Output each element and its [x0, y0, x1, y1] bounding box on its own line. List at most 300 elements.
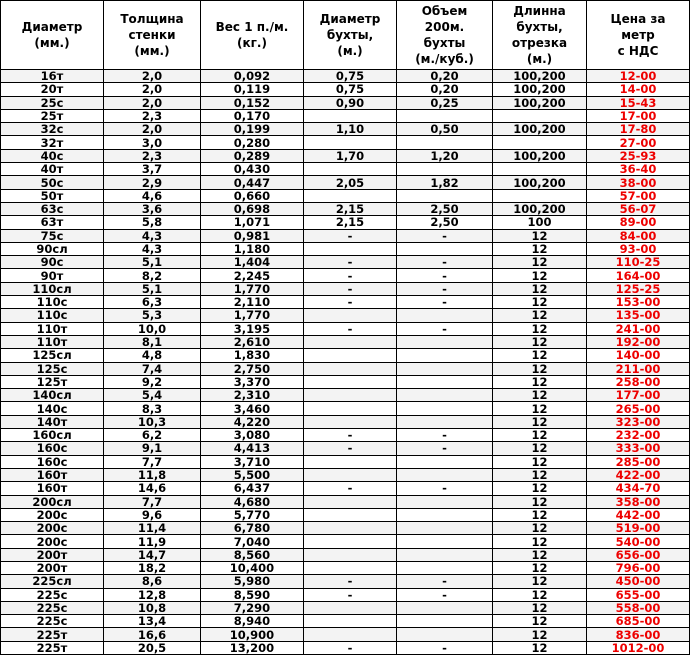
table-row	[1, 375, 690, 388]
cell-length	[493, 109, 587, 122]
cell-coil-volume: 1,82	[397, 176, 493, 189]
cell-coil-volume	[397, 362, 493, 375]
cell-coil-diameter: -	[304, 256, 397, 269]
cell-coil-diameter	[304, 309, 397, 322]
cell-coil-volume	[397, 548, 493, 561]
cell-coil-diameter	[304, 548, 397, 561]
cell-length: 12	[493, 628, 587, 641]
table-row	[1, 309, 690, 322]
table-row	[1, 535, 690, 548]
cell-length: 12	[493, 508, 587, 521]
cell-wall-thickness: 2,0	[104, 123, 201, 136]
cell-price: 358-00	[587, 495, 690, 508]
cell-length: 12	[493, 535, 587, 548]
cell-price: 15-43	[587, 96, 690, 109]
cell-diameter: 90сл	[1, 242, 104, 255]
cell-diameter: 50т	[1, 189, 104, 202]
cell-diameter: 225т	[1, 641, 104, 654]
cell-length: 12	[493, 575, 587, 588]
cell-coil-diameter: -	[304, 322, 397, 335]
cell-coil-volume: 0,20	[397, 83, 493, 96]
cell-length: 12	[493, 389, 587, 402]
cell-coil-diameter: -	[304, 429, 397, 442]
cell-diameter: 110т	[1, 335, 104, 348]
cell-weight: 0,199	[201, 123, 304, 136]
cell-coil-volume	[397, 349, 493, 362]
cell-wall-thickness: 5,8	[104, 216, 201, 229]
cell-coil-volume	[397, 242, 493, 255]
cell-coil-volume	[397, 415, 493, 428]
cell-price: 36-40	[587, 163, 690, 176]
cell-coil-volume: 2,50	[397, 202, 493, 215]
cell-weight: 0,698	[201, 202, 304, 215]
cell-length: 12	[493, 375, 587, 388]
cell-coil-diameter: -	[304, 269, 397, 282]
table-row	[1, 229, 690, 242]
cell-weight: 7,040	[201, 535, 304, 548]
cell-wall-thickness: 16,6	[104, 628, 201, 641]
table-row	[1, 70, 690, 83]
table-row	[1, 136, 690, 149]
cell-weight: 4,413	[201, 442, 304, 455]
table-row	[1, 389, 690, 402]
cell-price: 135-00	[587, 309, 690, 322]
cell-price: 140-00	[587, 349, 690, 362]
table-row	[1, 189, 690, 202]
cell-length: 12	[493, 615, 587, 628]
cell-weight: 0,152	[201, 96, 304, 109]
cell-diameter: 200т	[1, 561, 104, 574]
cell-diameter: 225т	[1, 628, 104, 641]
cell-coil-diameter	[304, 468, 397, 481]
header-diameter: Диаметр (мм.)	[1, 1, 104, 70]
table-row	[1, 402, 690, 415]
cell-weight: 0,660	[201, 189, 304, 202]
cell-wall-thickness: 13,4	[104, 615, 201, 628]
cell-length: 12	[493, 309, 587, 322]
cell-length: 12	[493, 242, 587, 255]
cell-price: 110-25	[587, 256, 690, 269]
cell-weight: 3,370	[201, 375, 304, 388]
cell-wall-thickness: 8,6	[104, 575, 201, 588]
cell-length: 12	[493, 548, 587, 561]
cell-coil-diameter: 0,90	[304, 96, 397, 109]
cell-weight: 2,245	[201, 269, 304, 282]
cell-diameter: 90с	[1, 256, 104, 269]
cell-wall-thickness: 7,7	[104, 455, 201, 468]
cell-weight: 0,447	[201, 176, 304, 189]
cell-wall-thickness: 7,4	[104, 362, 201, 375]
table-row	[1, 601, 690, 614]
cell-price: 442-00	[587, 508, 690, 521]
cell-wall-thickness: 6,2	[104, 429, 201, 442]
cell-price: 241-00	[587, 322, 690, 335]
cell-price: 323-00	[587, 415, 690, 428]
cell-diameter: 110сл	[1, 282, 104, 295]
table-row	[1, 202, 690, 215]
cell-coil-diameter: -	[304, 588, 397, 601]
cell-weight: 1,830	[201, 349, 304, 362]
cell-wall-thickness: 18,2	[104, 561, 201, 574]
cell-diameter: 200с	[1, 508, 104, 521]
cell-wall-thickness: 5,3	[104, 309, 201, 322]
cell-coil-diameter: 0,75	[304, 83, 397, 96]
cell-diameter: 200сл	[1, 495, 104, 508]
cell-wall-thickness: 4,8	[104, 349, 201, 362]
cell-coil-volume: -	[397, 269, 493, 282]
cell-coil-volume	[397, 628, 493, 641]
cell-wall-thickness: 10,8	[104, 601, 201, 614]
cell-wall-thickness: 7,7	[104, 495, 201, 508]
table-row	[1, 429, 690, 442]
cell-price: 177-00	[587, 389, 690, 402]
cell-weight: 0,092	[201, 70, 304, 83]
cell-diameter: 140т	[1, 415, 104, 428]
cell-length: 12	[493, 296, 587, 309]
cell-price: 655-00	[587, 588, 690, 601]
cell-diameter: 40т	[1, 163, 104, 176]
cell-coil-diameter	[304, 628, 397, 641]
table-body	[1, 70, 690, 655]
cell-length: 100,200	[493, 123, 587, 136]
cell-price: 558-00	[587, 601, 690, 614]
table-row	[1, 442, 690, 455]
cell-coil-diameter: 1,70	[304, 149, 397, 162]
cell-price: 14-00	[587, 83, 690, 96]
cell-diameter: 90т	[1, 269, 104, 282]
cell-length	[493, 163, 587, 176]
cell-coil-diameter	[304, 601, 397, 614]
cell-price: 540-00	[587, 535, 690, 548]
cell-weight: 0,981	[201, 229, 304, 242]
cell-length: 12	[493, 455, 587, 468]
table-row	[1, 641, 690, 654]
cell-length: 12	[493, 468, 587, 481]
cell-wall-thickness: 3,7	[104, 163, 201, 176]
cell-weight: 3,460	[201, 402, 304, 415]
cell-price: 93-00	[587, 242, 690, 255]
cell-wall-thickness: 12,8	[104, 588, 201, 601]
cell-wall-thickness: 20,5	[104, 641, 201, 654]
cell-diameter: 50с	[1, 176, 104, 189]
cell-coil-volume	[397, 389, 493, 402]
cell-length: 12	[493, 482, 587, 495]
cell-coil-diameter	[304, 335, 397, 348]
cell-length: 12	[493, 429, 587, 442]
cell-wall-thickness: 4,6	[104, 189, 201, 202]
cell-wall-thickness: 14,6	[104, 482, 201, 495]
header-weight: Вес 1 п./м. (кг.)	[201, 1, 304, 70]
cell-coil-volume: 1,20	[397, 149, 493, 162]
cell-length: 12	[493, 322, 587, 335]
cell-weight: 4,220	[201, 415, 304, 428]
cell-coil-volume: 0,25	[397, 96, 493, 109]
table-row	[1, 628, 690, 641]
table-row	[1, 495, 690, 508]
cell-diameter: 25с	[1, 96, 104, 109]
cell-weight: 3,080	[201, 429, 304, 442]
cell-coil-diameter	[304, 508, 397, 521]
cell-coil-volume	[397, 508, 493, 521]
cell-coil-diameter: 1,10	[304, 123, 397, 136]
cell-wall-thickness: 11,9	[104, 535, 201, 548]
cell-coil-diameter: -	[304, 482, 397, 495]
cell-diameter: 110с	[1, 309, 104, 322]
cell-diameter: 160с	[1, 455, 104, 468]
cell-coil-volume	[397, 402, 493, 415]
cell-coil-diameter	[304, 189, 397, 202]
cell-diameter: 200т	[1, 548, 104, 561]
table-row	[1, 149, 690, 162]
cell-wall-thickness: 5,1	[104, 282, 201, 295]
cell-coil-diameter	[304, 389, 397, 402]
table-row	[1, 588, 690, 601]
cell-length: 12	[493, 601, 587, 614]
cell-price: 685-00	[587, 615, 690, 628]
cell-coil-volume: -	[397, 442, 493, 455]
cell-coil-volume	[397, 335, 493, 348]
cell-weight: 0,119	[201, 83, 304, 96]
cell-price: 125-25	[587, 282, 690, 295]
cell-price: 27-00	[587, 136, 690, 149]
table-row	[1, 548, 690, 561]
cell-length: 100,200	[493, 149, 587, 162]
cell-wall-thickness: 3,0	[104, 136, 201, 149]
header-wall-thickness: Толщина стенки (мм.)	[104, 1, 201, 70]
cell-coil-volume	[397, 561, 493, 574]
cell-weight: 8,940	[201, 615, 304, 628]
cell-price: 450-00	[587, 575, 690, 588]
cell-wall-thickness: 14,7	[104, 548, 201, 561]
cell-wall-thickness: 10,3	[104, 415, 201, 428]
cell-diameter: 160сл	[1, 429, 104, 442]
cell-length: 100,200	[493, 202, 587, 215]
cell-wall-thickness: 2,3	[104, 149, 201, 162]
cell-price: 836-00	[587, 628, 690, 641]
cell-length: 12	[493, 282, 587, 295]
cell-length	[493, 189, 587, 202]
cell-weight: 5,770	[201, 508, 304, 521]
cell-wall-thickness: 8,2	[104, 269, 201, 282]
header-row	[1, 1, 690, 70]
cell-wall-thickness: 11,8	[104, 468, 201, 481]
cell-price: 258-00	[587, 375, 690, 388]
table-row	[1, 455, 690, 468]
cell-diameter: 140сл	[1, 389, 104, 402]
cell-price: 25-93	[587, 149, 690, 162]
cell-length	[493, 136, 587, 149]
cell-coil-volume: -	[397, 229, 493, 242]
cell-price: 89-00	[587, 216, 690, 229]
cell-coil-volume: -	[397, 575, 493, 588]
cell-diameter: 225сл	[1, 575, 104, 588]
table-row	[1, 269, 690, 282]
cell-weight: 4,680	[201, 495, 304, 508]
table-row	[1, 123, 690, 136]
cell-wall-thickness: 2,3	[104, 109, 201, 122]
cell-diameter: 16т	[1, 70, 104, 83]
cell-weight: 0,170	[201, 109, 304, 122]
table-row	[1, 575, 690, 588]
cell-weight: 6,437	[201, 482, 304, 495]
cell-price: 422-00	[587, 468, 690, 481]
cell-coil-diameter	[304, 522, 397, 535]
table-row	[1, 216, 690, 229]
cell-coil-diameter	[304, 561, 397, 574]
cell-diameter: 125с	[1, 362, 104, 375]
cell-wall-thickness: 6,3	[104, 296, 201, 309]
cell-diameter: 160т	[1, 482, 104, 495]
table-row	[1, 508, 690, 521]
cell-diameter: 225с	[1, 601, 104, 614]
cell-weight: 1,071	[201, 216, 304, 229]
cell-price: 265-00	[587, 402, 690, 415]
cell-price: 434-70	[587, 482, 690, 495]
cell-coil-volume: -	[397, 482, 493, 495]
cell-coil-diameter	[304, 362, 397, 375]
table-row	[1, 83, 690, 96]
cell-coil-volume: 0,50	[397, 123, 493, 136]
cell-length: 12	[493, 588, 587, 601]
cell-diameter: 160т	[1, 468, 104, 481]
cell-length: 100,200	[493, 83, 587, 96]
cell-diameter: 20т	[1, 83, 104, 96]
cell-coil-volume	[397, 615, 493, 628]
cell-coil-volume	[397, 189, 493, 202]
cell-wall-thickness: 2,0	[104, 83, 201, 96]
cell-price: 164-00	[587, 269, 690, 282]
cell-weight: 1,770	[201, 309, 304, 322]
cell-price: 285-00	[587, 455, 690, 468]
cell-coil-volume	[397, 522, 493, 535]
cell-weight: 0,289	[201, 149, 304, 162]
cell-price: 17-00	[587, 109, 690, 122]
cell-length: 12	[493, 522, 587, 535]
cell-diameter: 110с	[1, 296, 104, 309]
cell-length: 100	[493, 216, 587, 229]
cell-diameter: 225с	[1, 615, 104, 628]
cell-wall-thickness: 4,3	[104, 242, 201, 255]
table-row	[1, 282, 690, 295]
cell-weight: 2,750	[201, 362, 304, 375]
cell-diameter: 125т	[1, 375, 104, 388]
table-row	[1, 415, 690, 428]
cell-price: 232-00	[587, 429, 690, 442]
cell-diameter: 125сл	[1, 349, 104, 362]
cell-weight: 8,590	[201, 588, 304, 601]
cell-wall-thickness: 2,0	[104, 96, 201, 109]
table-row	[1, 561, 690, 574]
cell-coil-diameter	[304, 109, 397, 122]
header-price: Цена за метр с НДС	[587, 1, 690, 70]
cell-weight: 3,195	[201, 322, 304, 335]
cell-length: 12	[493, 229, 587, 242]
cell-coil-diameter	[304, 415, 397, 428]
cell-diameter: 225с	[1, 588, 104, 601]
table-row	[1, 468, 690, 481]
cell-diameter: 110т	[1, 322, 104, 335]
cell-diameter: 25т	[1, 109, 104, 122]
cell-diameter: 160с	[1, 442, 104, 455]
cell-wall-thickness: 10,0	[104, 322, 201, 335]
cell-coil-volume	[397, 601, 493, 614]
cell-coil-diameter	[304, 349, 397, 362]
cell-wall-thickness: 9,6	[104, 508, 201, 521]
cell-diameter: 140с	[1, 402, 104, 415]
cell-length: 12	[493, 256, 587, 269]
cell-coil-diameter: 0,75	[304, 70, 397, 83]
cell-price: 153-00	[587, 296, 690, 309]
cell-wall-thickness: 4,3	[104, 229, 201, 242]
cell-coil-diameter	[304, 136, 397, 149]
cell-price: 12-00	[587, 70, 690, 83]
header-coil-volume: Объем 200м. бухты (м./куб.)	[397, 1, 493, 70]
cell-diameter: 63с	[1, 202, 104, 215]
cell-coil-volume	[397, 535, 493, 548]
cell-coil-diameter: -	[304, 575, 397, 588]
cell-coil-diameter: 2,15	[304, 216, 397, 229]
cell-price: 192-00	[587, 335, 690, 348]
table-row	[1, 296, 690, 309]
cell-weight: 5,500	[201, 468, 304, 481]
cell-coil-volume: -	[397, 641, 493, 654]
cell-weight: 7,290	[201, 601, 304, 614]
cell-weight: 6,780	[201, 522, 304, 535]
cell-wall-thickness: 5,1	[104, 256, 201, 269]
cell-coil-volume	[397, 136, 493, 149]
cell-length: 12	[493, 641, 587, 654]
cell-coil-diameter	[304, 535, 397, 548]
cell-coil-diameter	[304, 163, 397, 176]
cell-coil-volume: -	[397, 296, 493, 309]
cell-wall-thickness: 9,1	[104, 442, 201, 455]
cell-wall-thickness: 5,4	[104, 389, 201, 402]
cell-coil-volume	[397, 163, 493, 176]
cell-coil-volume	[397, 375, 493, 388]
cell-length: 100,200	[493, 96, 587, 109]
cell-weight: 13,200	[201, 641, 304, 654]
cell-coil-diameter	[304, 455, 397, 468]
cell-weight: 1,404	[201, 256, 304, 269]
header-length: Длинна бухты, отрезка (м.)	[493, 1, 587, 70]
cell-coil-volume: -	[397, 282, 493, 295]
cell-diameter: 200с	[1, 522, 104, 535]
header-coil-diameter: Диаметр бухты, (м.)	[304, 1, 397, 70]
cell-coil-volume: 2,50	[397, 216, 493, 229]
cell-coil-volume: -	[397, 429, 493, 442]
cell-weight: 1,770	[201, 282, 304, 295]
cell-length: 12	[493, 442, 587, 455]
cell-wall-thickness: 8,1	[104, 335, 201, 348]
cell-coil-diameter	[304, 615, 397, 628]
cell-wall-thickness: 2,0	[104, 70, 201, 83]
cell-weight: 10,900	[201, 628, 304, 641]
table-row	[1, 96, 690, 109]
table-row	[1, 109, 690, 122]
cell-length: 12	[493, 362, 587, 375]
cell-weight: 2,610	[201, 335, 304, 348]
cell-price: 333-00	[587, 442, 690, 455]
cell-coil-diameter: -	[304, 282, 397, 295]
cell-length: 12	[493, 402, 587, 415]
cell-price: 17-80	[587, 123, 690, 136]
table-row	[1, 335, 690, 348]
table-row	[1, 482, 690, 495]
table-row	[1, 362, 690, 375]
cell-wall-thickness: 9,2	[104, 375, 201, 388]
cell-coil-volume	[397, 455, 493, 468]
cell-wall-thickness: 8,3	[104, 402, 201, 415]
